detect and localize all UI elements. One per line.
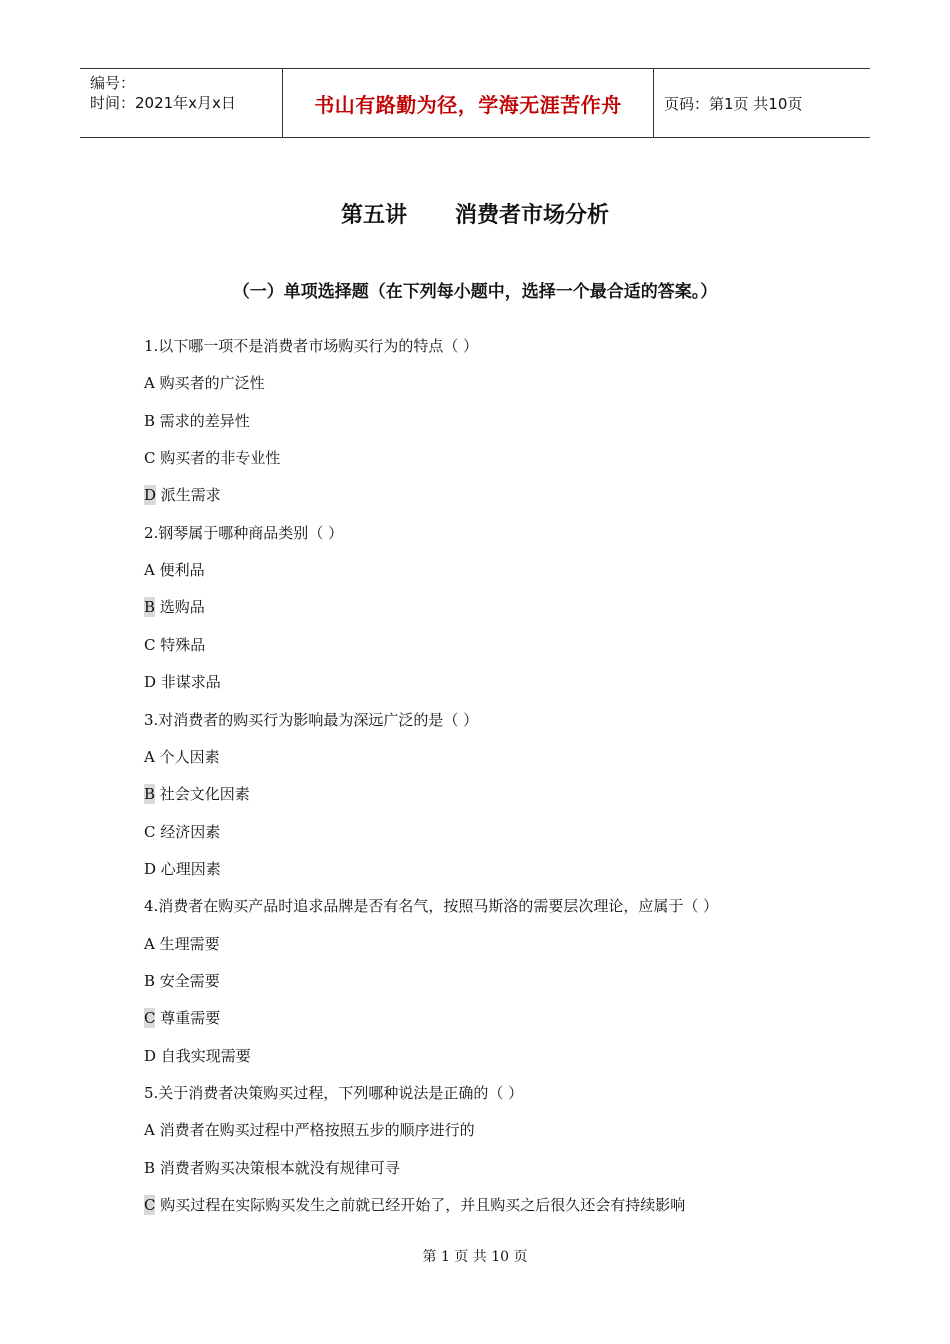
answer-marker: C [144,1009,156,1028]
option-letter: D [144,859,157,878]
time-label: 时间：2021年x月x日 [90,94,236,112]
question-line [144,336,478,356]
option-line [144,859,221,879]
option-text: 购买过程在实际购买发生之前就已经开始了，并且购买之后很久还会有持续影响 [155,1196,686,1215]
option-text: 尊重需要 [155,1009,221,1028]
lecture-title [0,198,950,229]
answer-marker: B [144,785,156,804]
section-heading: （一）单项选择题（在下列每小题中，选择一个最合适的答案。） [232,282,718,302]
option-line [144,672,221,692]
option-text: 特殊品 [155,635,206,654]
question-text: 3.对消费者的购买行为影响最为深远广泛的是（ ） [144,710,479,729]
option-line [144,971,220,991]
question-text: 4.消费者在购买产品时追求品牌是否有名气，按照马斯洛的需要层次理论，应属于（ ） [144,897,719,916]
option-text: 生理需要 [154,934,220,953]
option-letter: D [144,673,157,692]
option-letter: B [144,411,156,430]
option-letter: C [144,635,156,654]
option-text: 派生需求 [156,486,221,505]
option-line [144,934,220,954]
option-line [144,373,265,393]
option-letter: B [144,971,156,990]
answer-marker: D [144,486,157,505]
option-line [144,560,205,580]
option-line [144,1158,400,1178]
option-line [144,635,205,655]
question-text: 1.以下哪一项不是消费者市场购买行为的特点（ ） [144,337,479,355]
option-text: 购买者的非专业性 [155,449,281,468]
question-line [144,523,343,543]
question-line [144,710,478,730]
option-line [144,1195,685,1215]
option-letter: A [144,934,155,953]
option-line [144,822,220,842]
option-letter: D [144,1046,157,1065]
option-line [144,411,250,431]
option-text: 经济因素 [155,822,221,841]
option-text: 选购品 [155,598,205,617]
option-letter: B [144,1158,156,1177]
option-letter: C [144,449,156,468]
option-text: 便利品 [154,561,205,580]
option-line [144,485,221,505]
option-text: 非谋求品 [156,673,221,692]
option-line [144,1008,220,1028]
option-text: 社会文化因素 [155,785,250,804]
option-text: 自我实现需要 [156,1046,251,1065]
option-letter: A [144,1121,155,1140]
answer-marker: B [144,598,156,617]
option-line [144,1120,475,1140]
page-header [80,68,870,138]
number-label: 编号： [90,74,136,92]
option-line [144,747,220,767]
option-line [144,784,250,804]
lecture-topic: 消费者市场分析 [455,203,610,228]
option-text: 购买者的广泛性 [154,374,265,393]
option-letter: A [144,561,155,580]
option-letter: A [144,747,155,766]
option-text: 心理因素 [156,859,221,878]
option-line [144,448,280,468]
option-letter: C [144,822,156,841]
answer-marker: C [144,1196,156,1215]
lecture-number: 第五讲 [340,203,407,228]
header-motto: 书山有路勤为径，学海无涯苦作舟 [282,69,654,137]
option-text: 需求的差异性 [155,411,250,430]
option-text: 个人因素 [154,747,220,766]
question-text: 2.钢琴属于哪种商品类别（ ） [144,523,344,542]
option-line [144,597,205,617]
header-meta [80,69,282,137]
header-page-label: 页码：第1页 共10页 [664,94,803,113]
option-text: 安全需要 [155,971,220,990]
option-text: 消费者购买决策根本就没有规律可寻 [155,1158,400,1177]
option-letter: A [144,374,155,393]
option-text: 消费者在购买过程中严格按照五步的顺序进行的 [154,1121,475,1140]
question-line [144,1083,523,1103]
option-line [144,1046,251,1066]
question-line [144,896,718,916]
question-text: 5.关于消费者决策购买过程，下列哪种说法是正确的（ ） [144,1084,524,1102]
page-footer: 第 1 页 共 10 页 [422,1249,528,1265]
